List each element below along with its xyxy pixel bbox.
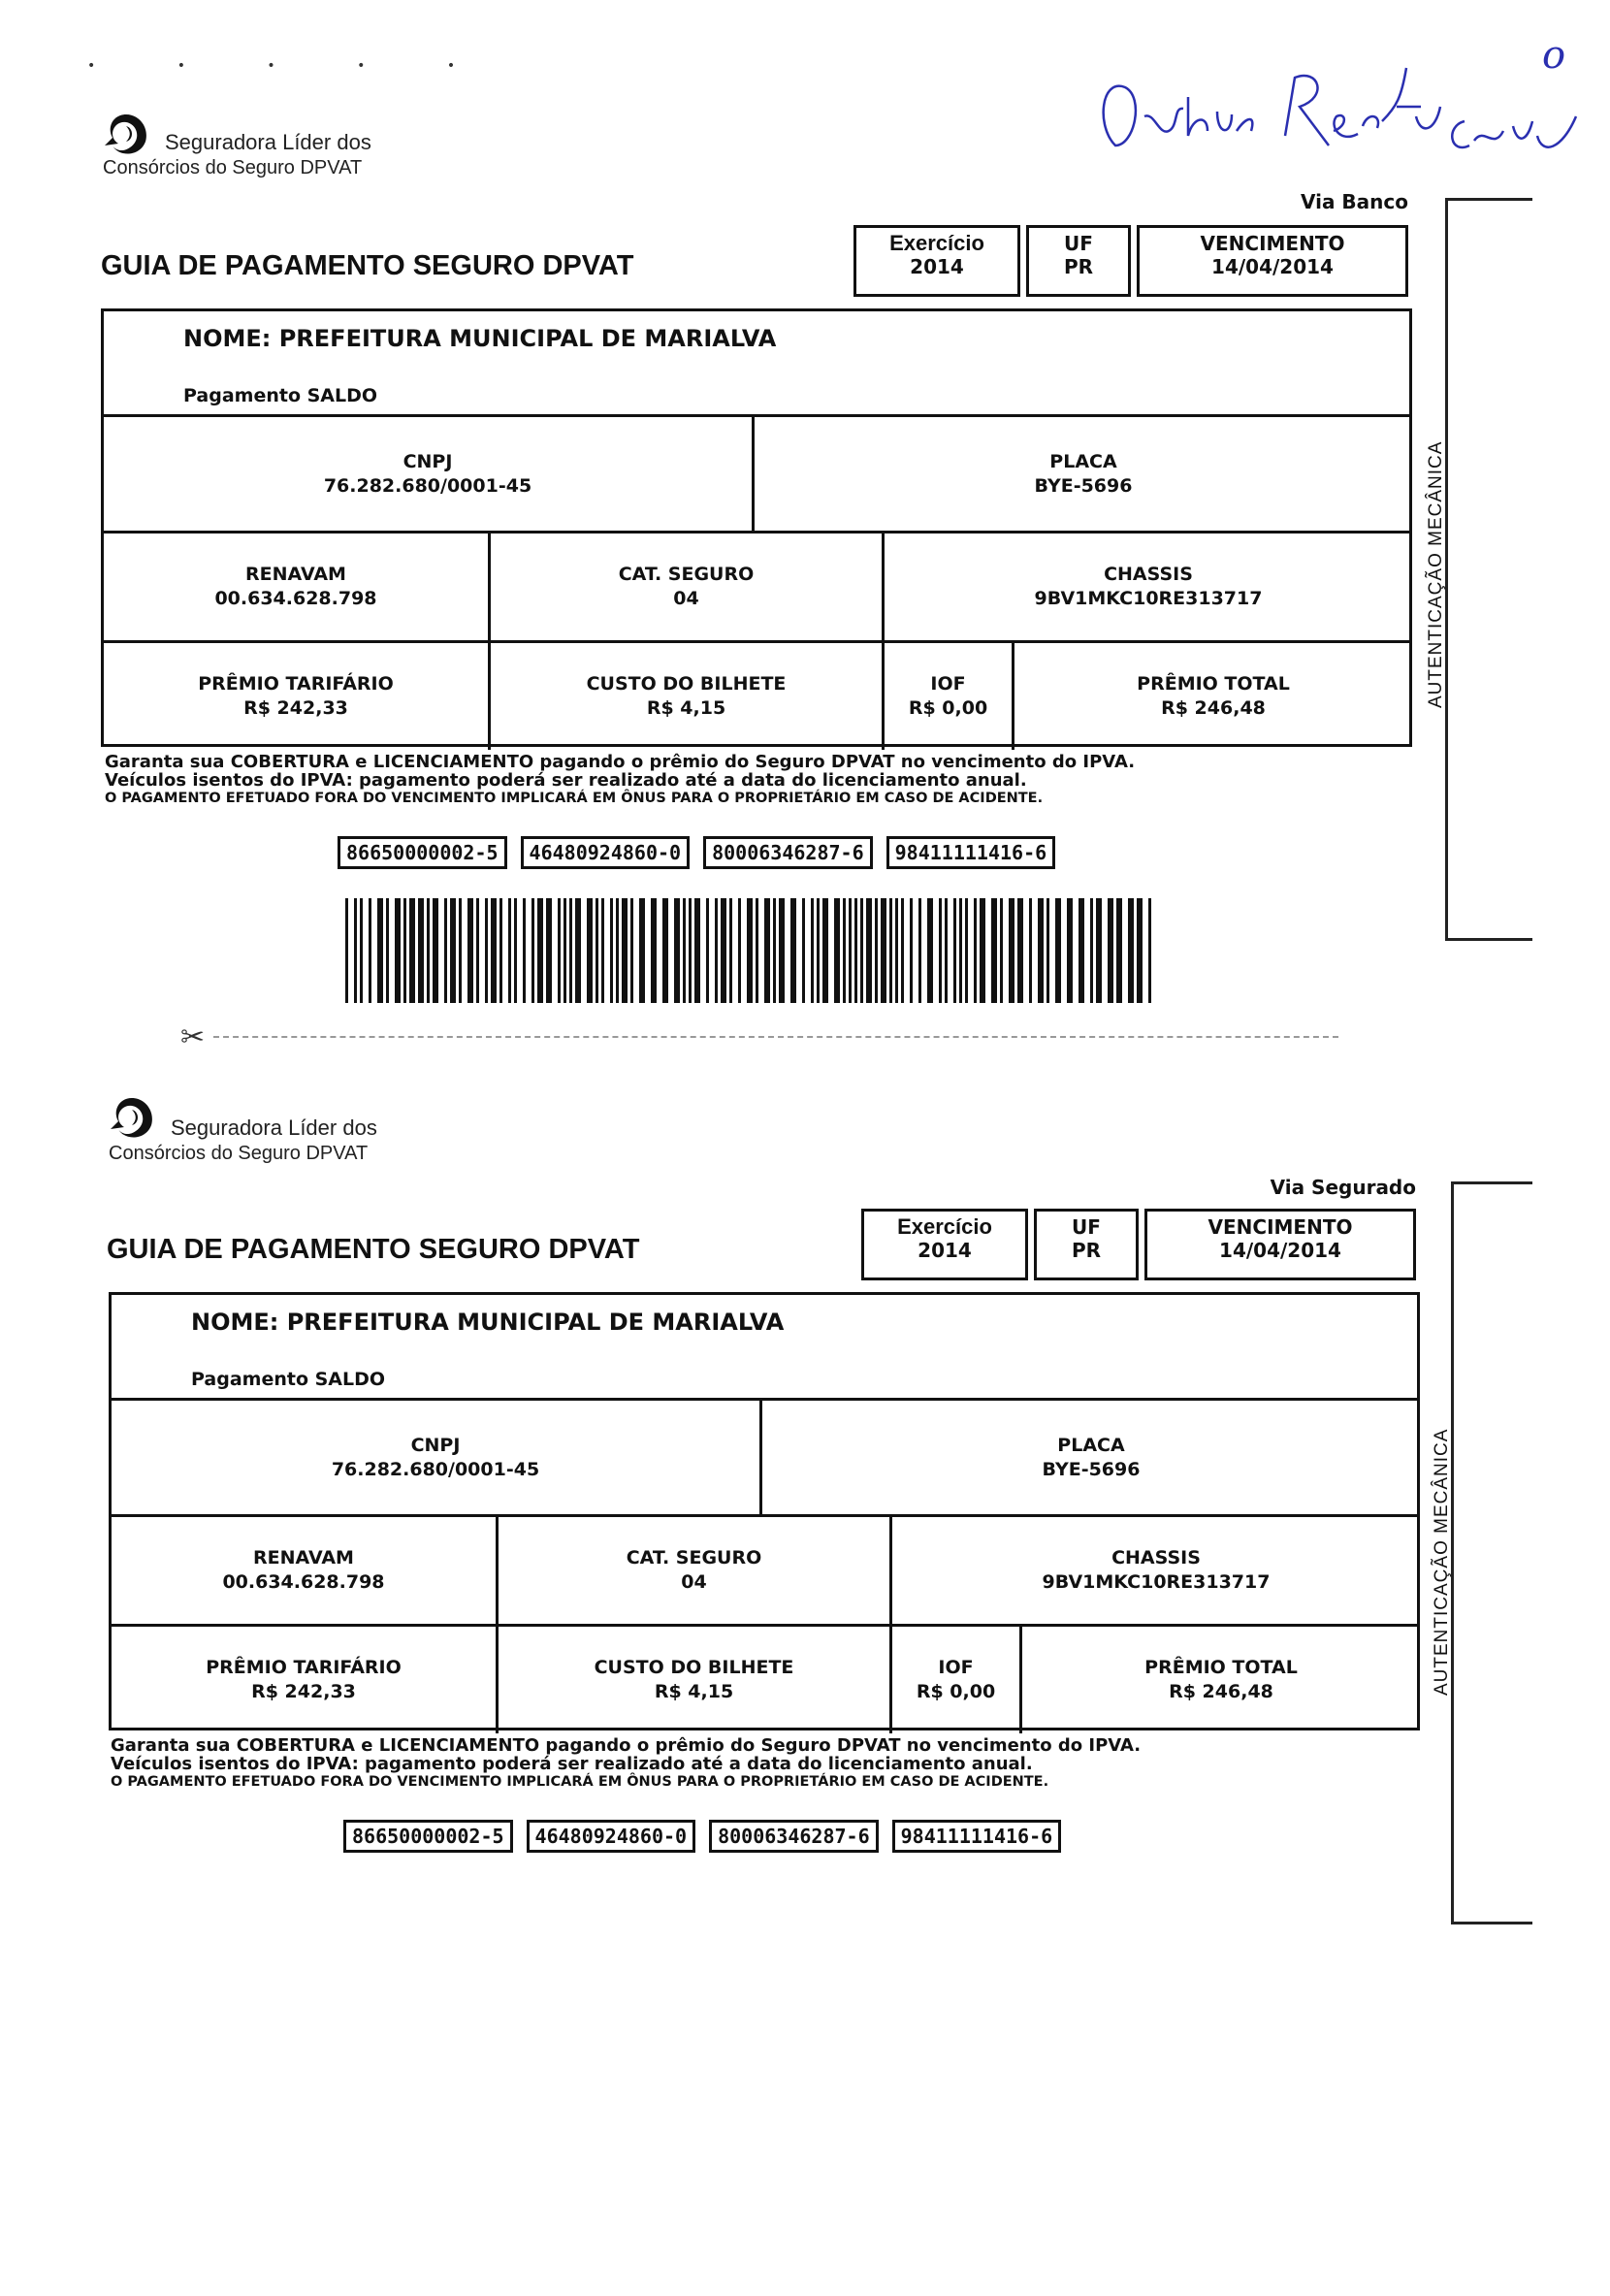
barcode-bar (476, 898, 479, 1003)
barcode-bar (811, 898, 814, 1003)
barcode-bar (537, 898, 543, 1003)
uf-label: UF (1064, 232, 1093, 255)
barcode-bar (345, 898, 348, 1003)
barcode-bar (953, 898, 956, 1003)
barcode-bar (910, 898, 913, 1003)
barcode-bar (895, 898, 898, 1003)
logo-text (103, 130, 371, 180)
barcode-bar (939, 898, 942, 1003)
barcode-bar (651, 898, 657, 1003)
vencimento-value: 14/04/2014 (1219, 1239, 1341, 1262)
barcode-bar (444, 898, 447, 1003)
cat-seguro-cell (491, 534, 882, 640)
barcode-bar (564, 898, 566, 1003)
premio-total-cell (1022, 1627, 1420, 1733)
cnpj-cell (104, 417, 752, 531)
digit-group: 98411111416-6 (886, 836, 1056, 869)
barcode-bar (558, 898, 561, 1003)
barcode-bar (575, 898, 581, 1003)
barcode-bar (418, 898, 424, 1003)
barcode-bar (927, 898, 933, 1003)
vencimento-label: VENCIMENTO (1200, 232, 1345, 255)
barcode-bar (674, 898, 680, 1003)
cnpj-cell (112, 1401, 759, 1514)
exercicio-label: Exercício (897, 1214, 992, 1239)
barcode-bar (974, 898, 977, 1003)
svg-text:o: o (1542, 39, 1566, 78)
nome-field: NOME: PREFEITURA MUNICIPAL DE MARIALVA (183, 325, 777, 352)
barcode-bar (715, 898, 718, 1003)
barcode-bar (689, 898, 692, 1003)
note-late-payment: O PAGAMENTO EFETUADO FORA DO VENCIMENTO IMPLICARÁ EM ÔNUS PARA O PROPRIETÁRIO EM CASO DE ACIDENTE. (105, 791, 1044, 806)
barcode-bar (1128, 898, 1134, 1003)
page-title: GUIA DE PAGAMENTO SEGURO DPVAT (107, 1234, 640, 1265)
vencimento-value: 14/04/2014 (1211, 255, 1334, 278)
barcode-bar (1038, 898, 1044, 1003)
renavam-cell (104, 534, 488, 640)
digit-group: 80006346287-6 (709, 1820, 879, 1853)
custo-bilhete-value: R$ 4,15 (654, 1681, 734, 1702)
barcode-bar (485, 898, 488, 1003)
uf-box (1026, 225, 1131, 297)
barcode-bar (491, 898, 497, 1003)
via-label: Via Segurado (1270, 1176, 1416, 1199)
logo-text (109, 1116, 377, 1166)
barcode-bar (694, 898, 700, 1003)
note-late-payment: O PAGAMENTO EFETUADO FORA DO VENCIMENTO IMPLICARÁ EM ÔNUS PARA O PROPRIETÁRIO EM CASO DE ACIDENTE. (111, 1774, 1049, 1790)
iof-value: R$ 0,00 (916, 1681, 996, 1702)
custo-bilhete-value: R$ 4,15 (646, 697, 726, 719)
barcode-bar (467, 898, 473, 1003)
authentication-area (1445, 198, 1532, 941)
barcode-bar (403, 898, 406, 1003)
note-exempt: Veículos isentos do IPVA: pagamento poderá ser realizado até a data do licenciamento anual. (111, 1754, 1033, 1774)
premio-total-value: R$ 246,48 (1161, 697, 1266, 719)
iof-label: IOF (938, 1657, 974, 1678)
pagamento-field: Pagamento SALDO (191, 1369, 386, 1390)
barcode-bar (991, 898, 997, 1003)
chassis-label: CHASSIS (1104, 564, 1193, 585)
vencimento-box (1137, 225, 1408, 297)
barcode (345, 898, 1156, 1003)
renavam-cell (112, 1517, 496, 1624)
placa-cell (762, 1401, 1420, 1514)
barcode-bar (729, 898, 732, 1003)
barcode-bar (610, 898, 613, 1003)
iof-cell (885, 643, 1012, 750)
details-frame (109, 1292, 1420, 1730)
via-label: Via Banco (1300, 190, 1408, 213)
barcode-bar (817, 898, 820, 1003)
barcode-bar (747, 898, 753, 1003)
vencimento-box (1144, 1209, 1416, 1280)
iof-value: R$ 0,00 (908, 697, 988, 719)
cnpj-label: CNPJ (402, 450, 453, 472)
barcode-bar (587, 898, 593, 1003)
renavam-label: RENAVAM (253, 1547, 354, 1568)
barcode-bar (802, 898, 805, 1003)
logo-line2: Consórcios do Seguro DPVAT (109, 1143, 369, 1164)
premio-tarifario-value: R$ 242,33 (251, 1681, 356, 1702)
barcode-bar (369, 898, 371, 1003)
barcode-bar (779, 898, 785, 1003)
iof-label: IOF (930, 673, 966, 695)
barcode-bar (773, 898, 776, 1003)
premio-tarifario-label: PRÊMIO TARIFÁRIO (198, 673, 394, 695)
digit-group: 46480924860-0 (527, 1820, 696, 1853)
notes (105, 753, 1135, 808)
premio-tarifario-cell (112, 1627, 496, 1733)
exercicio-value: 2014 (910, 255, 964, 278)
barcode-bar (569, 898, 572, 1003)
barcode-bar (386, 898, 389, 1003)
barcode-bar (1096, 898, 1102, 1003)
logo-line2: Consórcios do Seguro DPVAT (103, 157, 363, 178)
barcode-bar (427, 898, 430, 1003)
barcode-bar (508, 898, 511, 1003)
barcode-bar (409, 898, 415, 1003)
pagamento-field: Pagamento SALDO (183, 385, 378, 406)
chassis-value: 9BV1MKC10RE313717 (1042, 1571, 1271, 1593)
cnpj-value: 76.282.680/0001-45 (331, 1458, 540, 1480)
placa-value: BYE-5696 (1034, 474, 1133, 497)
cat-seguro-value: 04 (681, 1571, 707, 1593)
chassis-cell (892, 1517, 1420, 1624)
barcode-bar (1108, 898, 1113, 1003)
premio-total-label: PRÊMIO TOTAL (1137, 673, 1290, 695)
barcode-bar (616, 898, 619, 1003)
barcode-bar (881, 898, 886, 1003)
barcode-bar (980, 898, 985, 1003)
barcode-bar (764, 898, 770, 1003)
barcode-bar (721, 898, 726, 1003)
barcode-bar (1067, 898, 1073, 1003)
renavam-value: 00.634.628.798 (214, 588, 377, 609)
barcode-bar (523, 898, 526, 1003)
barcode-bar (459, 898, 462, 1003)
notes (111, 1736, 1141, 1792)
barcode-bar (514, 898, 517, 1003)
placa-value: BYE-5696 (1042, 1458, 1141, 1480)
barcode-bar (843, 898, 846, 1003)
custo-bilhete-label: CUSTO DO BILHETE (586, 673, 787, 695)
barcode-bar (622, 898, 628, 1003)
barcode-bar (601, 898, 604, 1003)
uf-box (1034, 1209, 1139, 1280)
barcode-bar (531, 898, 534, 1003)
cat-seguro-value: 04 (673, 588, 699, 609)
barcode-bar (706, 898, 709, 1003)
barcode-bar (1055, 898, 1061, 1003)
iof-cell (892, 1627, 1019, 1733)
note-coverage: Garanta sua COBERTURA e LICENCIAMENTO pagando o prêmio do Seguro DPVAT no vencimento do IPVA. (105, 752, 1136, 772)
premio-tarifario-label: PRÊMIO TARIFÁRIO (206, 1657, 402, 1678)
barcode-digits (343, 1820, 1061, 1853)
premio-total-value: R$ 246,48 (1169, 1681, 1273, 1702)
barcode-bar (866, 898, 872, 1003)
page-title: GUIA DE PAGAMENTO SEGURO DPVAT (101, 250, 634, 281)
vencimento-label: VENCIMENTO (1208, 1215, 1353, 1239)
custo-bilhete-label: CUSTO DO BILHETE (594, 1657, 794, 1678)
barcode-bar (790, 898, 796, 1003)
barcode-bar (889, 898, 892, 1003)
barcode-bar (822, 898, 828, 1003)
chassis-cell (885, 534, 1412, 640)
barcode-bar (450, 898, 456, 1003)
cnpj-label: CNPJ (410, 1434, 461, 1456)
barcode-bar (965, 898, 968, 1003)
digit-group: 98411111416-6 (892, 1820, 1062, 1853)
placa-cell (755, 417, 1412, 531)
barcode-bar (354, 898, 357, 1003)
barcode-bar (499, 898, 502, 1003)
premio-total-cell (1014, 643, 1412, 750)
cat-seguro-label: CAT. SEGURO (618, 564, 755, 585)
barcode-bar (433, 898, 438, 1003)
chassis-label: CHASSIS (1111, 1547, 1201, 1568)
chassis-value: 9BV1MKC10RE313717 (1034, 588, 1263, 609)
barcode-bar (834, 898, 840, 1003)
barcode-bar (1029, 898, 1032, 1003)
cat-seguro-cell (499, 1517, 889, 1624)
authentication-label: AUTENTICAÇÃO MECÂNICA (1426, 440, 1446, 708)
barcode-bar (596, 898, 598, 1003)
barcode-bar (377, 898, 383, 1003)
exercicio-value: 2014 (918, 1239, 972, 1262)
barcode-bar (1046, 898, 1049, 1003)
barcode-bar (945, 898, 948, 1003)
digit-group: 86650000002-5 (343, 1820, 513, 1853)
barcode-bar (395, 898, 401, 1003)
authentication-area (1451, 1181, 1532, 1924)
barcode-bar (360, 898, 363, 1003)
barcode-bar (854, 898, 857, 1003)
barcode-digits (338, 836, 1055, 869)
handwriting-drawing (1086, 39, 1591, 184)
digit-group: 46480924860-0 (521, 836, 691, 869)
premio-tarifario-cell (104, 643, 488, 750)
exercicio-label: Exercício (889, 231, 984, 255)
barcode-bar (756, 898, 758, 1003)
handwritten-note (1086, 39, 1591, 184)
barcode-bar (959, 898, 962, 1003)
barcode-bar (901, 898, 904, 1003)
nome-field: NOME: PREFEITURA MUNICIPAL DE MARIALVA (191, 1309, 785, 1336)
custo-bilhete-cell (499, 1627, 889, 1733)
scissors-icon: ✂ (180, 1020, 206, 1054)
uf-value: PR (1063, 255, 1094, 278)
barcode-bar (683, 898, 686, 1003)
placa-label: PLACA (1049, 450, 1117, 472)
details-frame (101, 308, 1412, 747)
barcode-bar (1017, 898, 1023, 1003)
cut-line (213, 1036, 1338, 1038)
barcode-bar (639, 898, 645, 1003)
barcode-bar (1000, 898, 1003, 1003)
cat-seguro-label: CAT. SEGURO (626, 1547, 762, 1568)
barcode-bar (1148, 898, 1151, 1003)
authentication-label: AUTENTICAÇÃO MECÂNICA (1432, 1428, 1452, 1696)
barcode-bar (662, 898, 668, 1003)
barcode-bar (630, 898, 633, 1003)
digit-group: 86650000002-5 (338, 836, 507, 869)
digit-group: 80006346287-6 (703, 836, 873, 869)
premio-total-label: PRÊMIO TOTAL (1144, 1657, 1298, 1678)
barcode-bar (738, 898, 741, 1003)
placa-label: PLACA (1057, 1434, 1125, 1456)
logo-line1: Seguradora Líder dos (171, 1116, 377, 1140)
exercicio-box (861, 1209, 1028, 1280)
note-exempt: Veículos isentos do IPVA: pagamento poderá ser realizado até a data do licenciamento anual. (105, 770, 1027, 791)
note-coverage: Garanta sua COBERTURA e LICENCIAMENTO pagando o prêmio do Seguro DPVAT no vencimento do IPVA. (111, 1735, 1142, 1756)
uf-label: UF (1072, 1215, 1101, 1239)
barcode-bar (1137, 898, 1143, 1003)
barcode-bar (860, 898, 863, 1003)
uf-value: PR (1071, 1239, 1102, 1262)
barcode-bar (1090, 898, 1093, 1003)
barcode-bar (849, 898, 852, 1003)
exercicio-box (853, 225, 1020, 297)
logo-line1: Seguradora Líder dos (165, 130, 371, 154)
scan-specks: • • • • • (87, 58, 495, 74)
barcode-bar (918, 898, 921, 1003)
barcode-bar (875, 898, 878, 1003)
custo-bilhete-cell (491, 643, 882, 750)
barcode-bar (546, 898, 552, 1003)
renavam-value: 00.634.628.798 (222, 1571, 385, 1593)
renavam-label: RENAVAM (245, 564, 346, 585)
barcode-bar (1079, 898, 1084, 1003)
barcode-bar (1116, 898, 1122, 1003)
premio-tarifario-value: R$ 242,33 (243, 697, 348, 719)
barcode-bar (1009, 898, 1014, 1003)
cnpj-value: 76.282.680/0001-45 (323, 474, 532, 497)
